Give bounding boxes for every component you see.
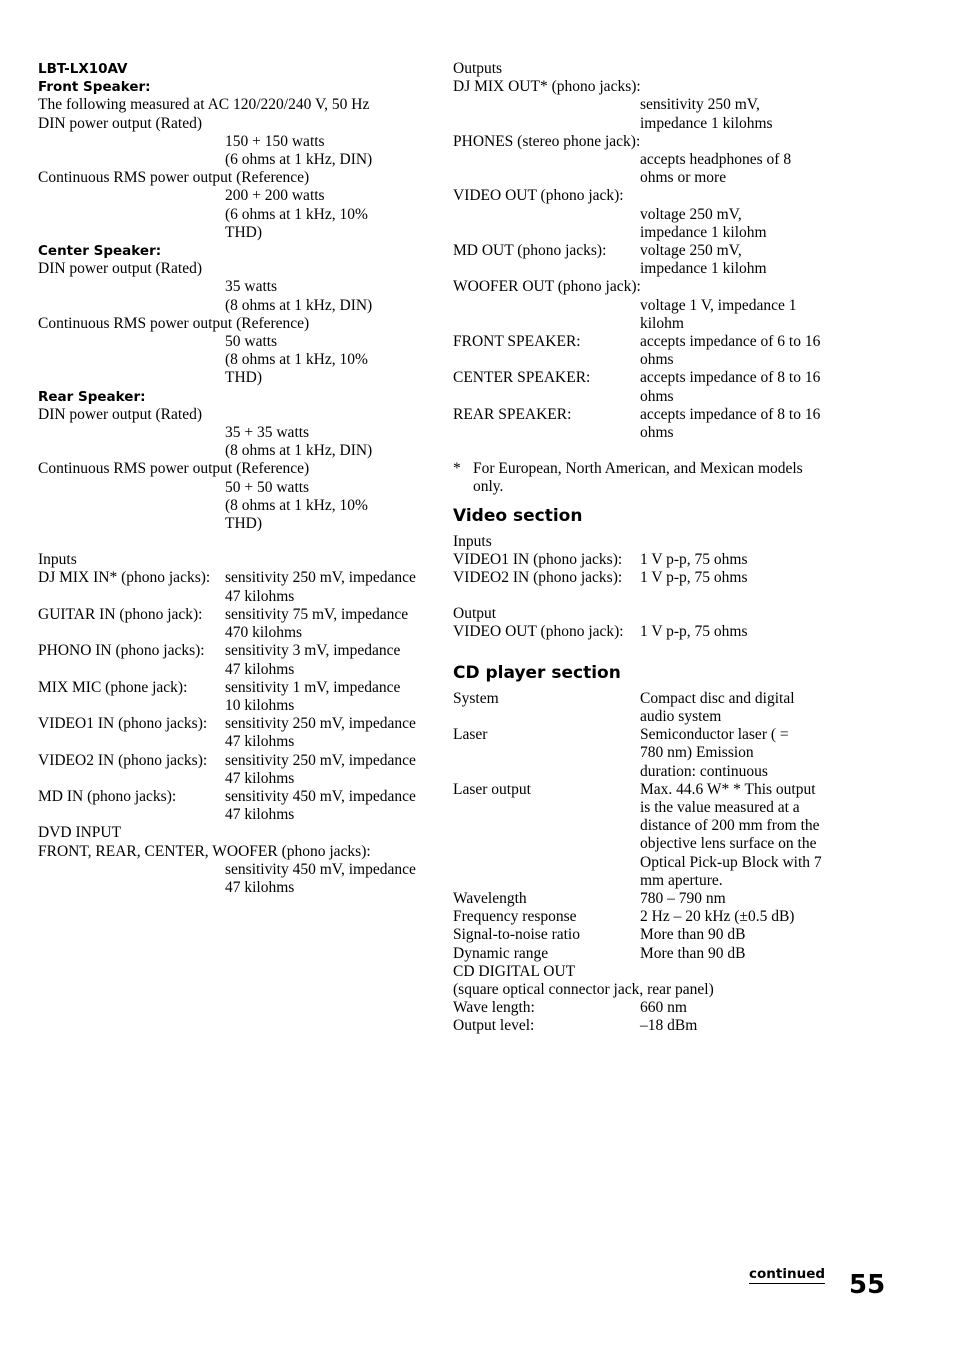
md-out-row (453, 242, 853, 278)
input-row (38, 752, 418, 788)
speaker-label: FRONT SPEAKER: (453, 333, 581, 351)
cd-row (453, 890, 853, 908)
speaker-value: accepts impedance of 8 to 16 ohms (640, 405, 821, 442)
cd-label: Signal-to-noise ratio (453, 926, 580, 944)
input-row (38, 788, 418, 824)
cd-value: Compact disc and digital audio system (640, 689, 795, 725)
video-output-row (453, 623, 853, 641)
video-input-label: VIDEO2 IN (phono jacks): (453, 569, 623, 587)
video-input-label: VIDEO1 IN (phono jacks): (453, 550, 623, 568)
cd-value: Semiconductor laser ( = 780 nm) Emission duration: continuous (640, 726, 789, 780)
cd-label: Dynamic range (453, 944, 549, 962)
front-din-value: 150 + 150 watts (225, 132, 325, 150)
cd-digital-value: –18 dBm (640, 1017, 698, 1035)
cd-section-heading: CD player section (453, 662, 621, 683)
rear-rms-value: 50 + 50 watts (225, 478, 310, 496)
input-label: PHONO IN (phono jacks): (38, 642, 205, 660)
input-label: VIDEO2 IN (phono jacks): (38, 751, 208, 769)
cd-digital-label: CD DIGITAL OUT (453, 962, 576, 980)
video-input-row (453, 551, 853, 569)
input-row (38, 569, 418, 605)
center-din-value: 35 watts (225, 278, 278, 296)
footnote-mark: * (453, 460, 461, 478)
speaker-label: CENTER SPEAKER: (453, 369, 591, 387)
input-label: MD IN (phono jacks): (38, 787, 177, 805)
input-value: sensitivity 75 mV, impedance 470 kilohms (225, 605, 409, 642)
front-rms-value: 200 + 200 watts (225, 187, 325, 205)
cd-row (453, 908, 853, 926)
input-value: sensitivity 1 mV, impedance 10 kilohms (225, 678, 401, 714)
center-speaker-heading: Center Speaker: (38, 243, 162, 260)
left-column (38, 60, 418, 897)
cd-label: Frequency response (453, 908, 577, 926)
cd-label: Laser (453, 726, 488, 744)
input-row (38, 642, 418, 678)
dvd-input-value: sensitivity 450 mV, impedance 47 kilohms (225, 860, 416, 896)
center-rms-label: Continuous RMS power output (Reference) (38, 314, 310, 332)
cd-label: Wavelength (453, 889, 527, 907)
cd-row (453, 926, 853, 944)
input-row (38, 606, 418, 642)
dvd-input-sub: FRONT, REAR, CENTER, WOOFER (phono jacks): (38, 842, 371, 860)
front-rms-cond: (6 ohms at 1 kHz, 10% THD) (225, 205, 368, 241)
rear-din-cond: (8 ohms at 1 kHz, DIN) (225, 442, 373, 460)
video-input-row (453, 569, 853, 587)
woofer-out-value: voltage 1 V, impedance 1 kilohm (640, 296, 797, 332)
rear-speaker-heading: Rear Speaker: (38, 388, 146, 405)
video-inputs-heading: Inputs (453, 532, 492, 550)
rear-din-label: DIN power output (Rated) (38, 405, 202, 423)
input-value: sensitivity 250 mV, impedance 47 kilohms (225, 751, 416, 787)
speaker-row (453, 333, 853, 369)
speaker-row (453, 406, 853, 442)
video-section-heading: Video section (453, 505, 583, 526)
input-label: GUITAR IN (phono jack): (38, 605, 203, 623)
center-din-cond: (8 ohms at 1 kHz, DIN) (225, 296, 373, 314)
inputs-heading: Inputs (38, 551, 77, 569)
input-label: MIX MIC (phone jack): (38, 678, 188, 696)
md-out-value: voltage 250 mV, impedance 1 kilohm (640, 242, 767, 278)
footnote-text: For European, North American, and Mexican models only. (473, 460, 803, 496)
front-rms-label: Continuous RMS power output (Reference) (38, 169, 310, 187)
input-value: sensitivity 250 mV, impedance 47 kilohms (225, 569, 416, 605)
video-input-value: 1 V p-p, 75 ohms (640, 569, 748, 587)
cd-value: 780 – 790 nm (640, 889, 726, 907)
footnote (453, 460, 853, 496)
input-label: DJ MIX IN* (phono jacks): (38, 569, 211, 587)
continued-label: continued (749, 1266, 826, 1282)
center-rms-value: 50 watts (225, 333, 278, 351)
cd-digital-row (453, 1017, 853, 1035)
cd-label: Laser output (453, 780, 531, 798)
speaker-label: REAR SPEAKER: (453, 405, 572, 423)
input-value: sensitivity 250 mV, impedance 47 kilohms (225, 715, 416, 751)
input-row (38, 715, 418, 751)
cd-value: More than 90 dB (640, 944, 746, 962)
speaker-row (453, 369, 853, 405)
input-value: sensitivity 450 mV, impedance 47 kilohms (225, 787, 416, 824)
front-din-cond: (6 ohms at 1 kHz, DIN) (225, 151, 373, 169)
speaker-value: accepts impedance of 6 to 16 ohms (640, 333, 821, 369)
cd-digital-value: 660 nm (640, 999, 687, 1017)
center-din-label: DIN power output (Rated) (38, 260, 202, 278)
video-output-value: 1 V p-p, 75 ohms (640, 623, 748, 641)
front-speaker-heading: Front Speaker: (38, 79, 151, 96)
djmix-out-value: sensitivity 250 mV, impedance 1 kilohms (640, 96, 773, 132)
cd-value: More than 90 dB (640, 926, 746, 944)
outputs-heading: Outputs (453, 60, 503, 77)
cd-digital-key: Wave length: (453, 999, 535, 1017)
cd-row (453, 781, 853, 890)
input-label: VIDEO1 IN (phono jacks): (38, 715, 208, 733)
video-input-value: 1 V p-p, 75 ohms (640, 550, 748, 568)
cd-label: System (453, 689, 499, 707)
cd-digital-sub: (square optical connector jack, rear panel) (453, 980, 714, 998)
model-name: LBT-LX10AV (38, 61, 128, 77)
input-row (38, 679, 418, 715)
right-column (453, 60, 853, 1036)
phones-label: PHONES (stereo phone jack): (453, 132, 641, 150)
cd-row (453, 726, 853, 781)
phones-value: accepts headphones of 8 ohms or more (640, 151, 792, 187)
video-out-label: VIDEO OUT (phono jack): (453, 187, 624, 205)
dvd-input-label: DVD INPUT (38, 824, 122, 842)
input-value: sensitivity 3 mV, impedance 47 kilohms (225, 642, 401, 678)
cd-row (453, 945, 853, 963)
woofer-out-label: WOOFER OUT (phono jack): (453, 278, 641, 296)
video-output-heading: Output (453, 605, 497, 623)
cd-value: 2 Hz – 20 kHz (±0.5 dB) (640, 908, 795, 926)
md-out-label: MD OUT (phono jacks): (453, 242, 607, 260)
center-rms-cond: (8 ohms at 1 kHz, 10% THD) (225, 351, 368, 387)
speaker-value: accepts impedance of 8 to 16 ohms (640, 369, 821, 405)
front-intro: The following measured at AC 120/220/240 V, 50 Hz (38, 96, 370, 114)
video-out-value: voltage 250 mV, impedance 1 kilohm (640, 205, 767, 241)
front-din-label: DIN power output (Rated) (38, 114, 202, 132)
rear-rms-cond: (8 ohms at 1 kHz, 10% THD) (225, 496, 368, 533)
cd-row (453, 690, 853, 726)
cd-digital-key: Output level: (453, 1017, 535, 1035)
djmix-out-label: DJ MIX OUT* (phono jacks): (453, 78, 641, 96)
cd-value: Max. 44.6 W* * This output is the value measured at a distance of 200 mm from the objective lens surface on the Optical Pick-up Block with 7 mm aperture. (640, 780, 822, 889)
rear-din-value: 35 + 35 watts (225, 424, 310, 442)
video-output-label: VIDEO OUT (phono jack): (453, 623, 624, 641)
cd-digital-row (453, 999, 853, 1017)
rear-rms-label: Continuous RMS power output (Reference) (38, 460, 310, 478)
page-number: 55 (849, 1270, 886, 1300)
